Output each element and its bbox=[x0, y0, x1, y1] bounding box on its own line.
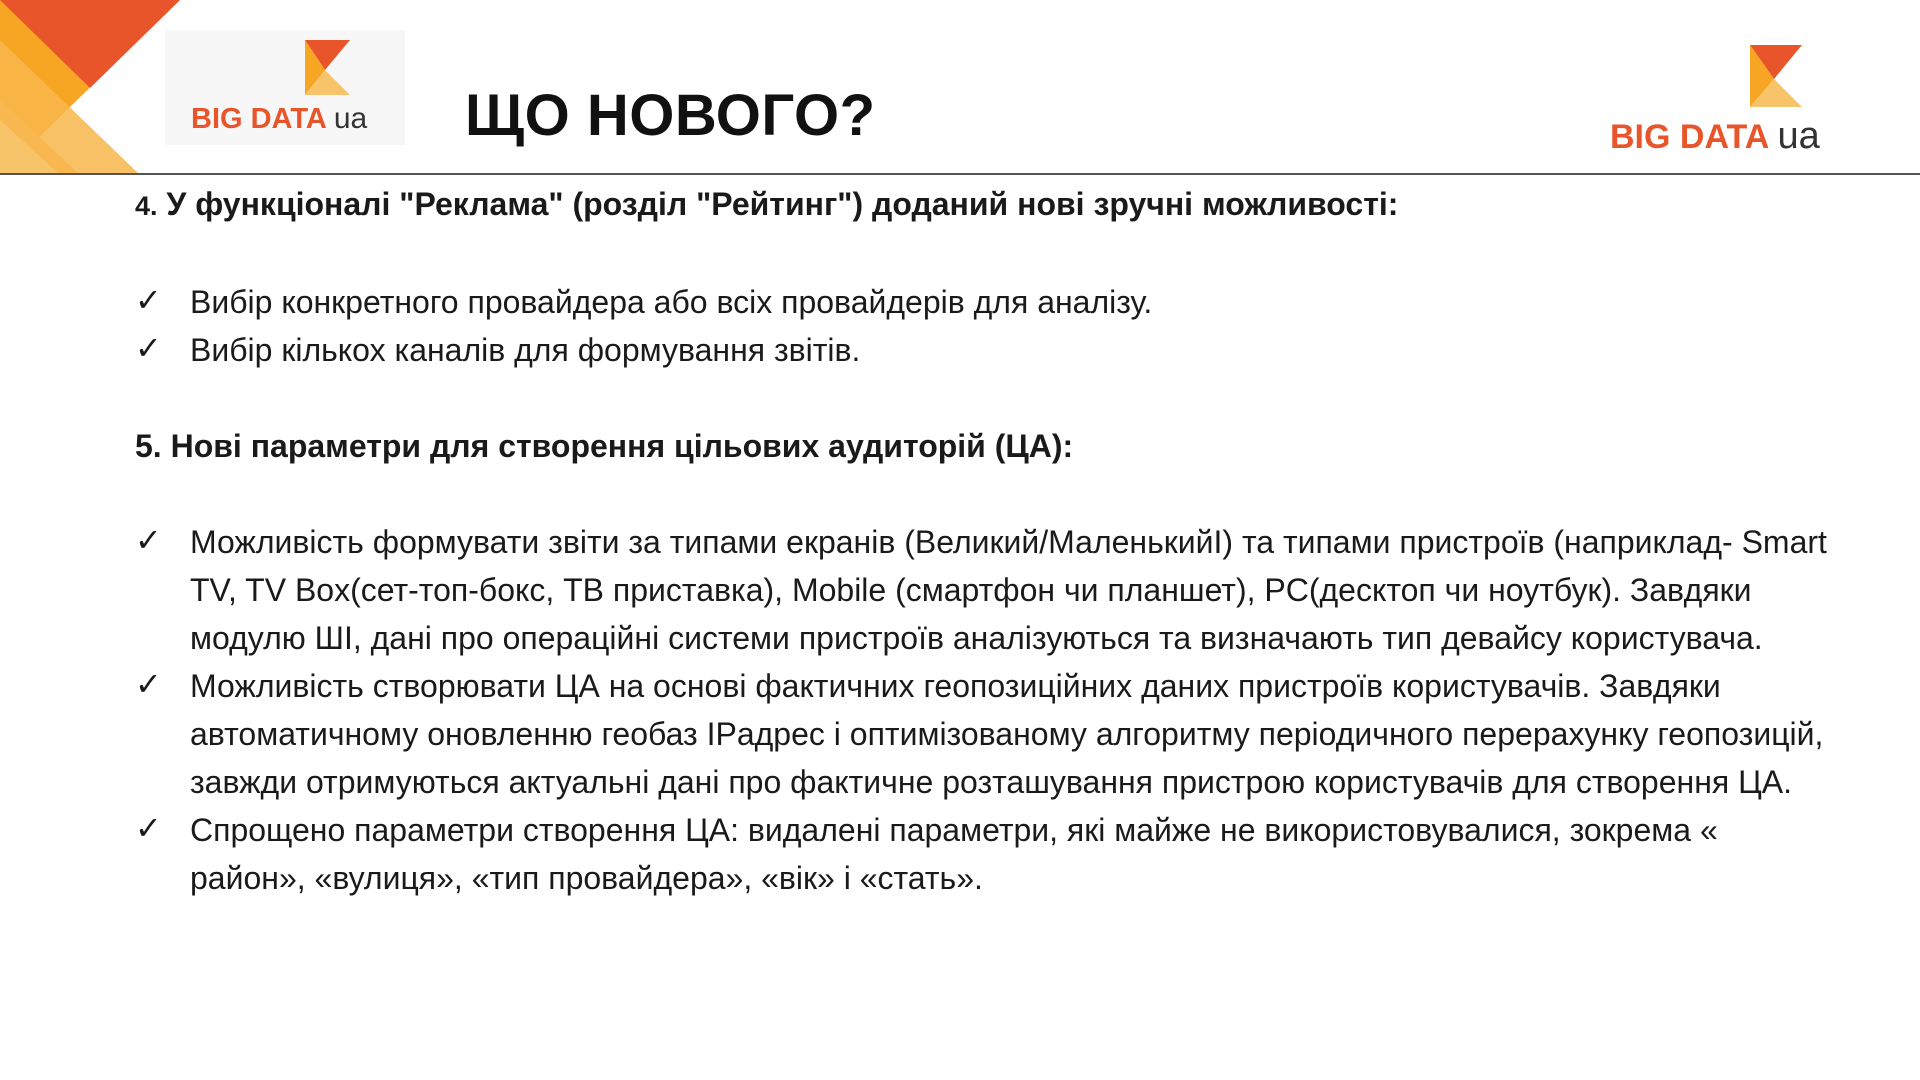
page-title: ЩО НОВОГО? bbox=[465, 83, 876, 148]
logo-big: BIG DATA bbox=[1610, 118, 1769, 156]
checkmark-icon: ✓ bbox=[135, 809, 162, 847]
spacer bbox=[135, 374, 1835, 422]
logo-big: BIG DATA bbox=[191, 103, 326, 135]
spacer bbox=[135, 230, 1835, 278]
list-item-text: Спрощено параметри створення ЦА: видалені параметри, які майже не використовувалися, зокрема « район», «вулиця», «тип провайдера», «вік» і «стать». bbox=[190, 812, 1718, 896]
list-item-text: Вибір кількох каналів для формування звітів. bbox=[190, 332, 861, 368]
section-4-heading-text: У функціоналі "Реклама" (розділ "Рейтинг") доданий нові зручні можливості: bbox=[157, 186, 1399, 222]
list-item-text: Можливість формувати звіти за типами екранів (Великий/МаленькийI) та типами пристроїв (наприклад- Smart TV, TV Box(сет-топ-бокс, ТВ приставка), Mobile (смартфон чи планшет), PC(десктоп чи ноутбук). Завдяки модулю ШІ, дані про операційні системи пристроїв аналізуються та визначають тип девайсу користувача. bbox=[190, 524, 1827, 656]
spacer bbox=[135, 470, 1835, 518]
slide-content bbox=[135, 180, 1835, 902]
header-divider bbox=[0, 173, 1920, 175]
corner-decoration bbox=[0, 0, 180, 175]
section-4-heading bbox=[135, 180, 1835, 230]
list-item bbox=[135, 806, 1835, 902]
logo-ua: ua bbox=[333, 102, 368, 135]
logo-text bbox=[191, 102, 367, 136]
logo-mark-icon bbox=[305, 40, 355, 110]
logo-ua: ua bbox=[1777, 115, 1820, 157]
list-item-text: Можливість створювати ЦА на основі фактичних геопозиційних даних пристроїв користувачів. Завдяки автоматичному оновленню геобаз IPадрес і оптимізованому алгоритму періодичного перерахунку геопозицій, завжди отримуються актуальні дані про фактичне розташування пристрою користувачів для створення ЦА. bbox=[190, 668, 1824, 800]
checkmark-icon: ✓ bbox=[135, 329, 162, 367]
list-item-text: Вибір конкретного провайдера або всіх провайдерів для аналізу. bbox=[190, 284, 1153, 320]
list-item bbox=[135, 278, 1835, 326]
logo-right bbox=[1600, 45, 1840, 160]
checkmark-icon: ✓ bbox=[135, 521, 162, 559]
section-5-heading: 5. Нові параметри для створення цільових аудиторій (ЦА): bbox=[135, 428, 1074, 464]
section-4-number: 4. bbox=[135, 191, 158, 221]
logo-left bbox=[165, 30, 405, 145]
list-item bbox=[135, 518, 1835, 662]
logo-text bbox=[1610, 115, 1820, 158]
list-item bbox=[135, 662, 1835, 806]
checkmark-icon: ✓ bbox=[135, 665, 162, 703]
checkmark-icon: ✓ bbox=[135, 281, 162, 319]
logo-mark-icon bbox=[1750, 45, 1806, 123]
list-item bbox=[135, 326, 1835, 374]
